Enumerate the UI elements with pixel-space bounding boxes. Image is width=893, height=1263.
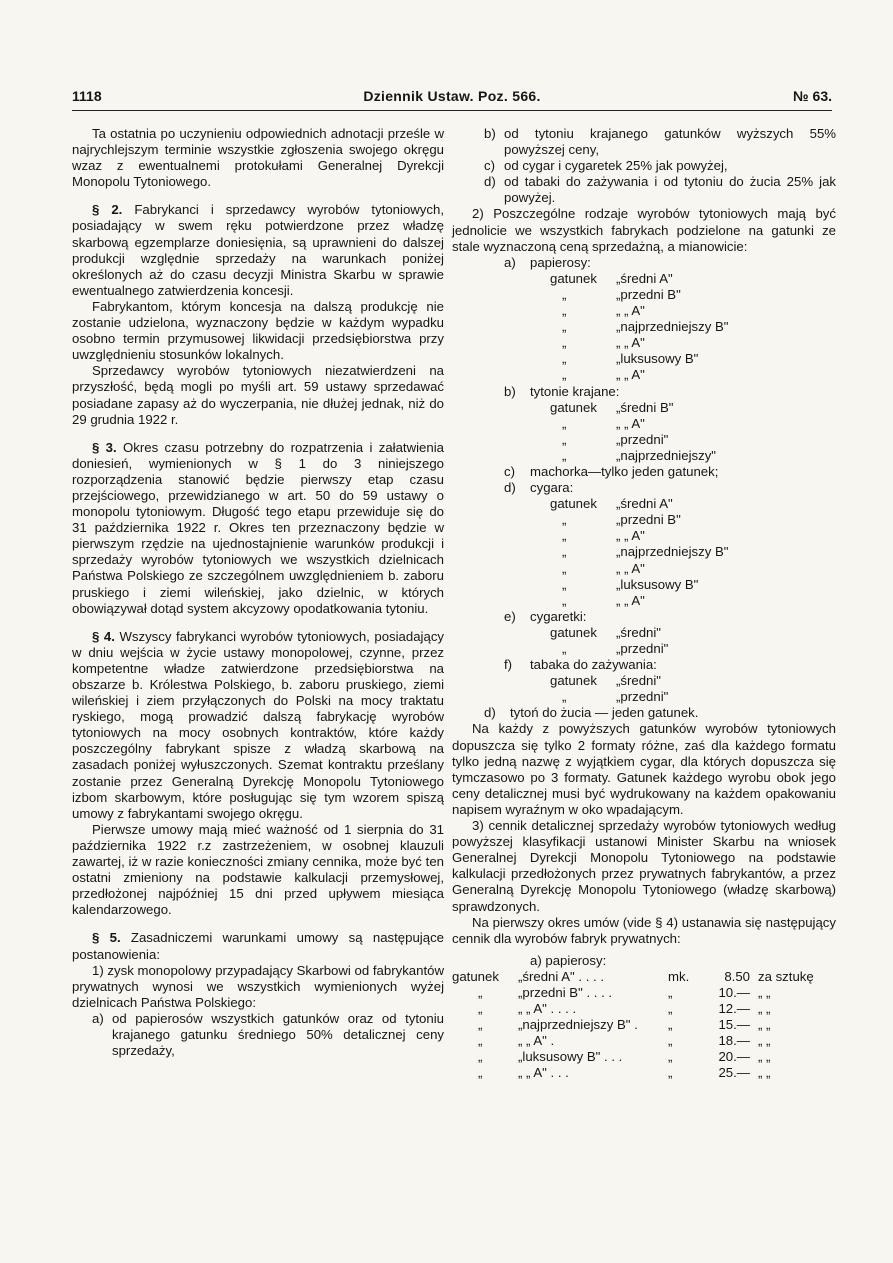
- category-label: c): [504, 463, 515, 479]
- list-label: a): [92, 1010, 104, 1026]
- list-label: b): [484, 126, 496, 141]
- grade-row: [550, 351, 836, 367]
- price-unit: za sztukę: [758, 968, 814, 984]
- grade-row: [550, 561, 836, 577]
- grade-name: „najprzedniejszy": [616, 447, 716, 463]
- page-number: 1118: [72, 88, 102, 104]
- grade-row: [550, 689, 836, 705]
- grade-word: „: [562, 415, 567, 431]
- price-value: 20.—: [718, 1049, 750, 1065]
- price-unit: „ „: [758, 1049, 771, 1065]
- list-text: od cygar i cygaretek 25% jak powyżej,: [504, 158, 728, 174]
- category-name: tytoń do żucia — jeden gatunek.: [510, 705, 699, 721]
- section-text: Okres czasu potrzebny do rozpatrzenia i załatwienia doniesień, wymienionych w § 1 do 3 niniejszego rozporządzenia stanowić będzie pierwszy etap czasu przejściowego, przewidzianego w art. 50 do 59 ustawy o monopolu tytoniowym. Długość tego etapu przewiduje się do 31 października 1922 r. Okres ten przeznaczony będzie w pierwszym rzędzie na ujednostajnienie warunków produkcji i sprzedaży wyrobów tytoniowych we wszystkich dzielnicach Państwa Polskiego ze szczególnem uwzględnieniem b. zaboru pruskiego i ziemi wileńskiej, jako dzielnic, w których obowiązywał dotąd system akcyzowy opodatkowania tytoniu.: [72, 439, 444, 616]
- grade-row: [550, 448, 836, 464]
- price-grade-word: „: [478, 984, 483, 1000]
- grade-word: gatunek: [550, 496, 597, 512]
- grade-name: „ „ A": [616, 592, 645, 608]
- price-value: 12.—: [718, 1001, 750, 1017]
- price-grade-name: „luksusowy B" . . .: [518, 1049, 623, 1065]
- grade-word: „: [562, 576, 567, 592]
- paragraph: 1) zysk monopolowy przypadający Skarbowi od fabrykantów prywatnych wynosi we wszystkich wymienionych wyżej dzielnicach Państwa Polskiego:: [72, 962, 444, 1010]
- paragraph: Pierwsze umowy mają mieć ważność od 1 sierpnia do 31 października 1922 r.z zastrzeżeniem, w osobnej klauzuli zawartej, iż w razie konieczności zmiany cennika, może być ten ostatni zmieniony na podstawie kalkulacji przemysłowej, przedłożonej najpóźniej 15 dni przed upływem miesiąca kalendarzowego.: [72, 821, 444, 918]
- category-name: cygara:: [530, 480, 574, 496]
- price-currency: „: [668, 1001, 673, 1017]
- price-grade-word: „: [478, 1049, 483, 1065]
- price-grade-word: „: [478, 1001, 483, 1017]
- grade-row: [550, 544, 836, 560]
- category-a: [504, 255, 836, 271]
- right-column: [452, 126, 836, 1082]
- grade-row: [550, 432, 836, 448]
- section-label: § 5.: [92, 930, 121, 946]
- list-text: od tabaki do zażywania i od tytoniu do żucia 25% jak powyżej.: [504, 174, 836, 206]
- price-row: [452, 969, 836, 985]
- category-name: papierosy:: [530, 254, 591, 270]
- price-currency: mk.: [668, 968, 690, 984]
- section-5: [72, 930, 444, 962]
- grade-name: „ „ A": [616, 560, 645, 576]
- grade-name: „ „ A": [616, 415, 645, 431]
- category-g: [484, 705, 836, 721]
- price-table: [452, 969, 836, 1082]
- category-f: [504, 657, 836, 673]
- grade-word: „: [562, 592, 567, 608]
- category-name: cygaretki:: [530, 608, 587, 624]
- grade-name: „luksusowy B": [616, 351, 699, 367]
- grade-word: „: [562, 367, 567, 383]
- grade-word: „: [562, 641, 567, 656]
- grade-name: „przedni B": [616, 286, 681, 302]
- grade-word: „: [562, 286, 567, 302]
- grade-name: „przedni": [616, 689, 669, 705]
- grade-name: „ „ A": [616, 335, 645, 351]
- price-value: 8.50: [724, 968, 750, 984]
- price-grade-name: „średni A" . . . .: [518, 968, 605, 984]
- grade-word: „: [562, 544, 567, 560]
- category-label: f): [504, 657, 513, 673]
- grade-word: „: [562, 319, 567, 335]
- grade-word: gatunek: [550, 399, 597, 415]
- price-unit: „ „: [758, 1017, 771, 1033]
- price-grade-name: „ „ A" . . .: [518, 1065, 569, 1081]
- section-text: Fabrykanci i sprzedawcy wyrobów tytoniowych, posiadający w swem ręku potwierdzone przez władzę skarbową egzemplarze doniesięnia, są uprawnieni do dalszej produkcji względnie sprzedaży na warunkach poniżej określonych aż do czasu decyzji Ministra Skarbu w sprawie ewentualnego zatwierdzenia koncesji.: [72, 202, 444, 298]
- grade-row: [550, 271, 836, 287]
- grade-name: „najprzedniejszy B": [616, 319, 729, 335]
- paragraph: Na każdy z powyższych gatunków wyrobów tytoniowych dopuszcza się tylko 2 formaty różne, zaś dla każdego formatu tylko jedną nazwę z wyjątkiem cygar, dla których dopuszcza się tymczasowo po 3 formaty. Gatunek każdego wyrobu obok jego ceny detalicznej musi być wydrukowany na każdem opakowaniu napisem wyraźnym w oko wpadającym.: [452, 721, 836, 817]
- list-label: c): [484, 158, 495, 174]
- section-label: § 3.: [92, 439, 117, 455]
- grade-word: „: [562, 689, 567, 705]
- price-value: 10.—: [718, 984, 750, 1000]
- grade-row: [550, 335, 836, 351]
- paragraph: Sprzedawcy wyrobów tytoniowych niezatwierdzeni na przyszłość, będą mogli po myśli art. 59 ustawy sprzedawać posiadane zapasy aż do wyczerpania, nie dłużej jednak, niż do 29 grudnia 1922 r.: [72, 363, 444, 427]
- section-4: [72, 629, 444, 822]
- category-c: [504, 464, 836, 480]
- price-row: [452, 1049, 836, 1065]
- price-grade-name: „ „ A" .: [518, 1033, 555, 1049]
- price-unit: „ „: [758, 1065, 771, 1081]
- price-value: 25.—: [718, 1065, 750, 1081]
- category-name: tabaka do zażywania:: [530, 657, 657, 673]
- price-currency: „: [668, 1049, 673, 1065]
- list-item-d: [484, 174, 836, 206]
- price-currency: „: [668, 984, 673, 1000]
- price-row: [452, 985, 836, 1001]
- category-label: d): [504, 480, 516, 496]
- category-label: a): [504, 254, 516, 270]
- grade-name: „średni A": [616, 496, 673, 512]
- grade-name: „luksusowy B": [616, 576, 699, 592]
- price-row: [452, 1001, 836, 1017]
- list-item-b: [484, 126, 836, 158]
- list-text: od tytoniu krajanego gatunków wyższych 55% powyższej ceny,: [504, 126, 836, 158]
- section-2: [72, 202, 444, 299]
- grade-row: [550, 416, 836, 432]
- list-label: d): [484, 174, 496, 190]
- paragraph: 2) Poszczególne rodzaje wyrobów tytoniowych mają być jednolicie we wszystkich fabrykach podzielone na gatunki ze stale wyznaczoną ceną sprzedażną, a mianowicie:: [452, 206, 836, 254]
- grade-row: [550, 593, 836, 609]
- grade-word: „: [562, 512, 567, 528]
- grade-name: „najprzedniejszy B": [616, 544, 729, 560]
- paragraph: Fabrykantom, którym koncesja na dalszą produkcję nie zostanie udzielona, wyznaczony będzie w każdym wypadku osobno termin przymusowej likwidacji przedsiębiorstwa przy uwzględnieniu stosunków lokalnych.: [72, 298, 444, 363]
- category-label: e): [504, 608, 516, 624]
- list-text: od papierosów wszystkich gatunków oraz od tytoniu krajanego gatunku średniego 50% detalicznej ceny sprzedaży,: [112, 1010, 444, 1059]
- category-e: [504, 609, 836, 625]
- grade-row: [550, 319, 836, 335]
- grade-word: „: [562, 351, 567, 367]
- section-text: Wszyscy fabrykanci wyrobów tytoniowych, posiadający w dniu wejścia w życie ustawy monopolowej, czynne, przez kompetentne władze zatwierdzone przedsiębiorstwa na obszarze b. Królestwa Polskiego, b. zaboru pruskiego, ziemi wileńskiej i ziem przyłączonych do Polski na mocy traktatu ryskiego, mogą prowadzić dalszą fabrykację wyrobów tytoniowych na mocy osobnych kontraktów, które każdy poszczególny fabrykant spisze z władzą skarbową na zasadach poniżej wyłuszczonych. Szemat kontraktu prześlany zostanie przez Generalną Dyrekcję Monopolu Tytoniowego izbom skarbowym, które posługując się tym wzorem spiszą umowy z fabrykantami swojego okręgu.: [72, 628, 445, 821]
- category-label: b): [504, 383, 516, 399]
- grade-name: „ „ A": [616, 528, 645, 544]
- price-list-heading: a) papierosy:: [530, 952, 607, 968]
- price-row: [452, 1065, 836, 1081]
- section-label: § 2.: [92, 202, 123, 218]
- price-unit: „ „: [758, 1001, 771, 1017]
- grade-row: [550, 641, 836, 657]
- grade-name: „średni A": [616, 270, 673, 286]
- issue-number: № 63.: [793, 88, 832, 104]
- price-row: [452, 1033, 836, 1049]
- grade-row: [550, 303, 836, 319]
- grade-word: gatunek: [550, 270, 597, 286]
- grade-name: „ „ A": [616, 367, 645, 383]
- grade-row: [550, 512, 836, 528]
- grade-row: [550, 496, 836, 512]
- left-column: [72, 126, 444, 1059]
- list-item-a: [92, 1011, 444, 1059]
- grade-row: [550, 367, 836, 383]
- price-grade-name: „przedni B" . . . .: [518, 984, 613, 1000]
- price-grade-name: „ „ A" . . . .: [518, 1001, 577, 1017]
- price-unit: „ „: [758, 1033, 771, 1049]
- grade-row: [550, 400, 836, 416]
- category-label: d): [484, 705, 496, 721]
- category-name: tytonie krajane:: [530, 383, 620, 399]
- grade-name: „przedni": [616, 431, 669, 447]
- price-grade-word: „: [478, 1033, 483, 1049]
- price-unit: „ „: [758, 984, 771, 1000]
- price-grade-name: „najprzedniejszy B" .: [518, 1017, 638, 1033]
- list-item-c: [484, 158, 836, 174]
- grade-word: „: [562, 335, 567, 351]
- grade-name: „średni": [616, 673, 661, 689]
- paragraph: Ta ostatnia po uczynieniu odpowiednich adnotacji prześle w najrychlejszym terminie wszystkie zgłoszenia swojego okręgu wzaz z ewentualnemi protokułami Generalnej Dyrekcji Monopolu Tytoniowego.: [72, 126, 444, 190]
- price-grade-word: gatunek: [452, 968, 499, 984]
- paragraph: 3) cennik detalicznej sprzedaży wyrobów tytoniowych według powyższej klasyfikacji ustanowi Minister Skarbu na wniosek Generalnej Dyrekcji Monopolu Tytoniowego na podstawie kalkulacji przedłożonych przez prywatnych fabrykantów, a przez Generalną Dyrekcję Monopolu Tytoniowego (władzę skarbową) sprawdzonych.: [452, 818, 836, 914]
- section-text: Zasadniczemi warunkami umowy są następujące postanowienia:: [72, 930, 445, 962]
- price-value: 18.—: [718, 1033, 750, 1049]
- price-currency: „: [668, 1065, 673, 1081]
- grade-word: „: [562, 447, 567, 463]
- price-value: 15.—: [718, 1017, 750, 1033]
- price-grade-word: „: [478, 1065, 483, 1081]
- grade-name: „przedni B": [616, 512, 681, 528]
- price-currency: „: [668, 1033, 673, 1049]
- section-label: § 4.: [92, 628, 115, 644]
- section-3: [72, 440, 444, 617]
- grade-row: [550, 528, 836, 544]
- grade-name: „średni": [616, 624, 661, 640]
- grade-row: [550, 625, 836, 641]
- category-name: machorka—tylko jeden gatunek;: [530, 463, 719, 479]
- paragraph: Na pierwszy okres umów (vide § 4) ustanawia się następujący cennik dla wyrobów fabryk prywatnych:: [452, 914, 836, 946]
- grade-word: „: [562, 431, 567, 447]
- grade-name: „średni B": [616, 399, 674, 415]
- price-grade-word: „: [478, 1017, 483, 1033]
- category-b: [504, 384, 836, 400]
- category-d: [504, 480, 836, 496]
- grade-word: gatunek: [550, 624, 597, 640]
- journal-title: Dziennik Ustaw. Poz. 566.: [363, 88, 541, 104]
- price-row: [452, 1017, 836, 1033]
- grade-word: „: [562, 303, 567, 319]
- grade-word: gatunek: [550, 673, 597, 689]
- grade-word: „: [562, 560, 567, 576]
- grade-row: [550, 577, 836, 593]
- grade-name: „przedni": [616, 641, 669, 656]
- grade-word: „: [562, 528, 567, 544]
- grade-row: [550, 673, 836, 689]
- header-rule: [72, 110, 832, 111]
- grade-name: „ „ A": [616, 303, 645, 319]
- price-currency: „: [668, 1017, 673, 1033]
- grade-row: [550, 287, 836, 303]
